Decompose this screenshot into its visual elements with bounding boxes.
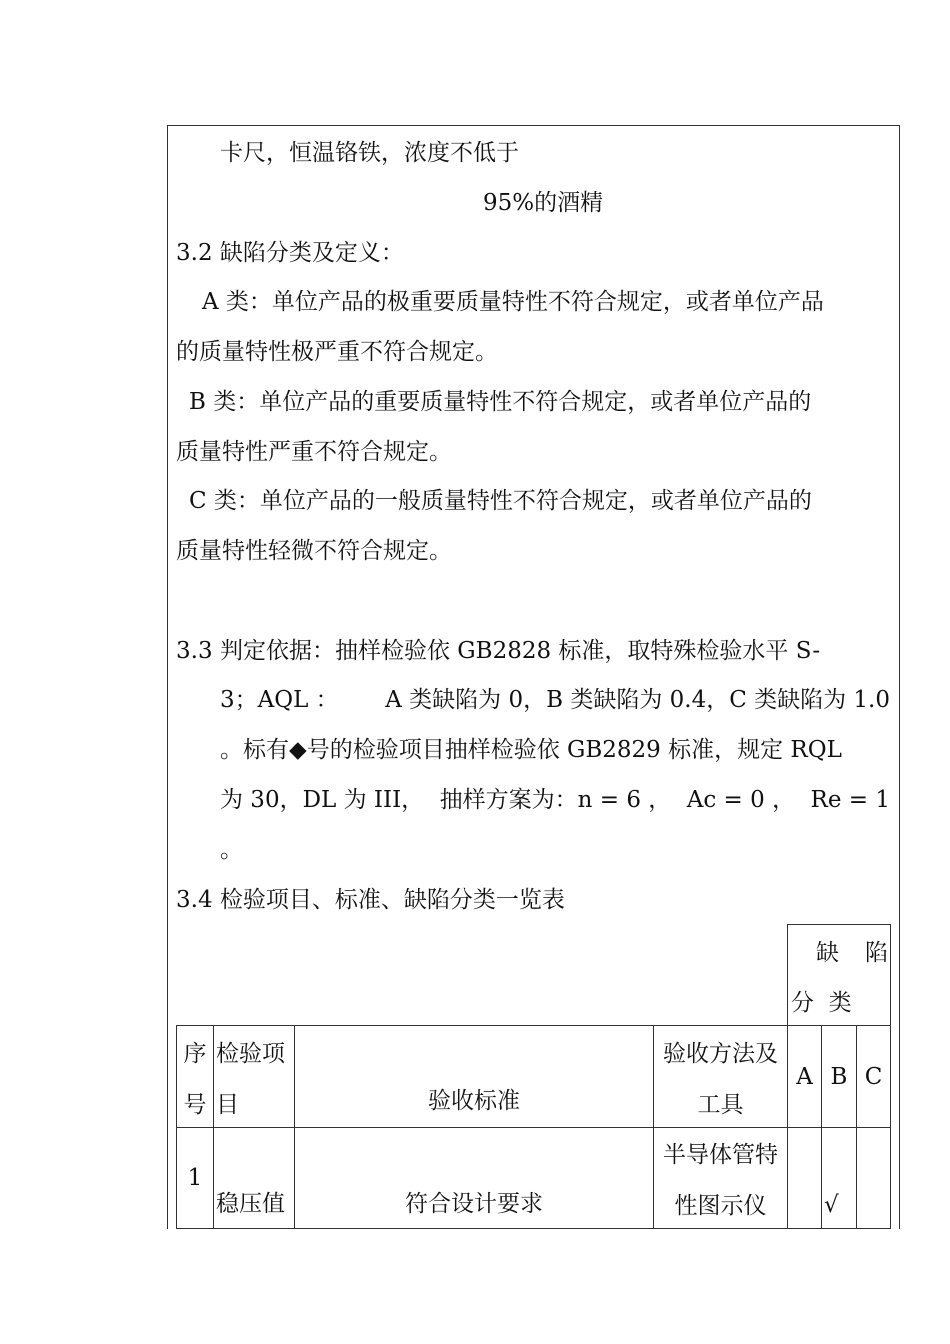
section-3-3-number: 3.3 bbox=[176, 638, 213, 664]
header-item bbox=[214, 1026, 295, 1128]
section-3-4-heading: 3.4 检验项目、标准、缺陷分类一览表 bbox=[176, 887, 565, 913]
section-3-3-line-1: 判定依据：抽样检验依 GB2828 标准，取特殊检验水平 S- bbox=[220, 638, 821, 664]
section-3-3-line-2 bbox=[220, 689, 890, 712]
class-a-line-1: A 类：单位产品的极重要质量特性不符合规定，或者单位产品 bbox=[202, 289, 824, 315]
rql-dl-text: 为 30，DL 为 III， bbox=[220, 787, 425, 813]
header-method-line-1: 验收方法及 bbox=[663, 1040, 778, 1067]
row-method bbox=[654, 1128, 788, 1229]
row-class-c bbox=[857, 1128, 891, 1229]
row-method-line-1: 半导体管特 bbox=[663, 1142, 778, 1168]
class-b-line-1: B 类：单位产品的重要质量特性不符合规定，或者单位产品的 bbox=[189, 389, 812, 415]
header-class-b: B bbox=[822, 1026, 857, 1128]
header-method-line-2: 工具 bbox=[697, 1091, 744, 1118]
aql-label: 3；AQL ： bbox=[220, 687, 339, 713]
section-3-3-line-3: 。标有◆号的检验项目抽样检验依 GB2829 标准，规定 RQL bbox=[220, 737, 842, 763]
class-c-line-2: 质量特性轻微不符合规定。 bbox=[176, 538, 452, 564]
section-3-3-line-5: 。 bbox=[220, 837, 243, 863]
row-item: 稳压值 bbox=[214, 1128, 295, 1229]
header-seq bbox=[177, 1026, 214, 1128]
tools-line-1: 卡尺，恒温铬铁，浓度不低于 bbox=[220, 140, 519, 166]
class-a-line-2: 的质量特性极严重不符合规定。 bbox=[176, 339, 498, 365]
header-seq-char-1: 序 bbox=[183, 1040, 207, 1067]
header-class-a: A bbox=[788, 1026, 822, 1128]
sample-plan-ac: Ac = 0 ， bbox=[686, 787, 796, 813]
defect-header-line-2: 分 类 bbox=[791, 990, 852, 1016]
header-method bbox=[654, 1026, 788, 1128]
inspection-table bbox=[176, 1025, 891, 1229]
defect-class-header bbox=[787, 924, 891, 1026]
header-seq-char-2: 号 bbox=[183, 1091, 207, 1118]
tools-line-2: 95%的酒精 bbox=[483, 190, 604, 216]
class-b-line-2: 质量特性严重不符合规定。 bbox=[176, 439, 452, 465]
row-seq: 1 bbox=[177, 1128, 214, 1229]
defect-header-char-2: 陷 bbox=[865, 940, 888, 966]
table-header-row bbox=[177, 1026, 891, 1128]
section-3-3-line-4 bbox=[220, 789, 890, 812]
sample-plan-n: 抽样方案为：n = 6 ， bbox=[439, 787, 672, 813]
class-c-line-1: C 类：单位产品的一般质量特性不符合规定，或者单位产品的 bbox=[189, 488, 812, 514]
header-standard: 验收标准 bbox=[295, 1026, 654, 1128]
aql-values: A 类缺陷为 0，B 类缺陷为 0.4，C 类缺陷为 1.0 bbox=[385, 687, 890, 713]
header-item-line-1: 检验项 bbox=[216, 1040, 285, 1067]
defect-header-char-1: 缺 bbox=[816, 940, 839, 966]
header-class-c: C bbox=[857, 1026, 891, 1128]
row-standard: 符合设计要求 bbox=[295, 1128, 654, 1229]
row-class-a bbox=[788, 1128, 822, 1229]
row-method-line-2: 性图示仪 bbox=[674, 1193, 767, 1219]
section-3-2-heading: 3.2 缺陷分类及定义： bbox=[176, 240, 404, 266]
sample-plan-re: Re = 1 bbox=[810, 787, 890, 813]
row-class-b-check: √ bbox=[822, 1128, 857, 1229]
table-row bbox=[177, 1128, 891, 1229]
header-item-line-2: 目 bbox=[216, 1091, 239, 1118]
